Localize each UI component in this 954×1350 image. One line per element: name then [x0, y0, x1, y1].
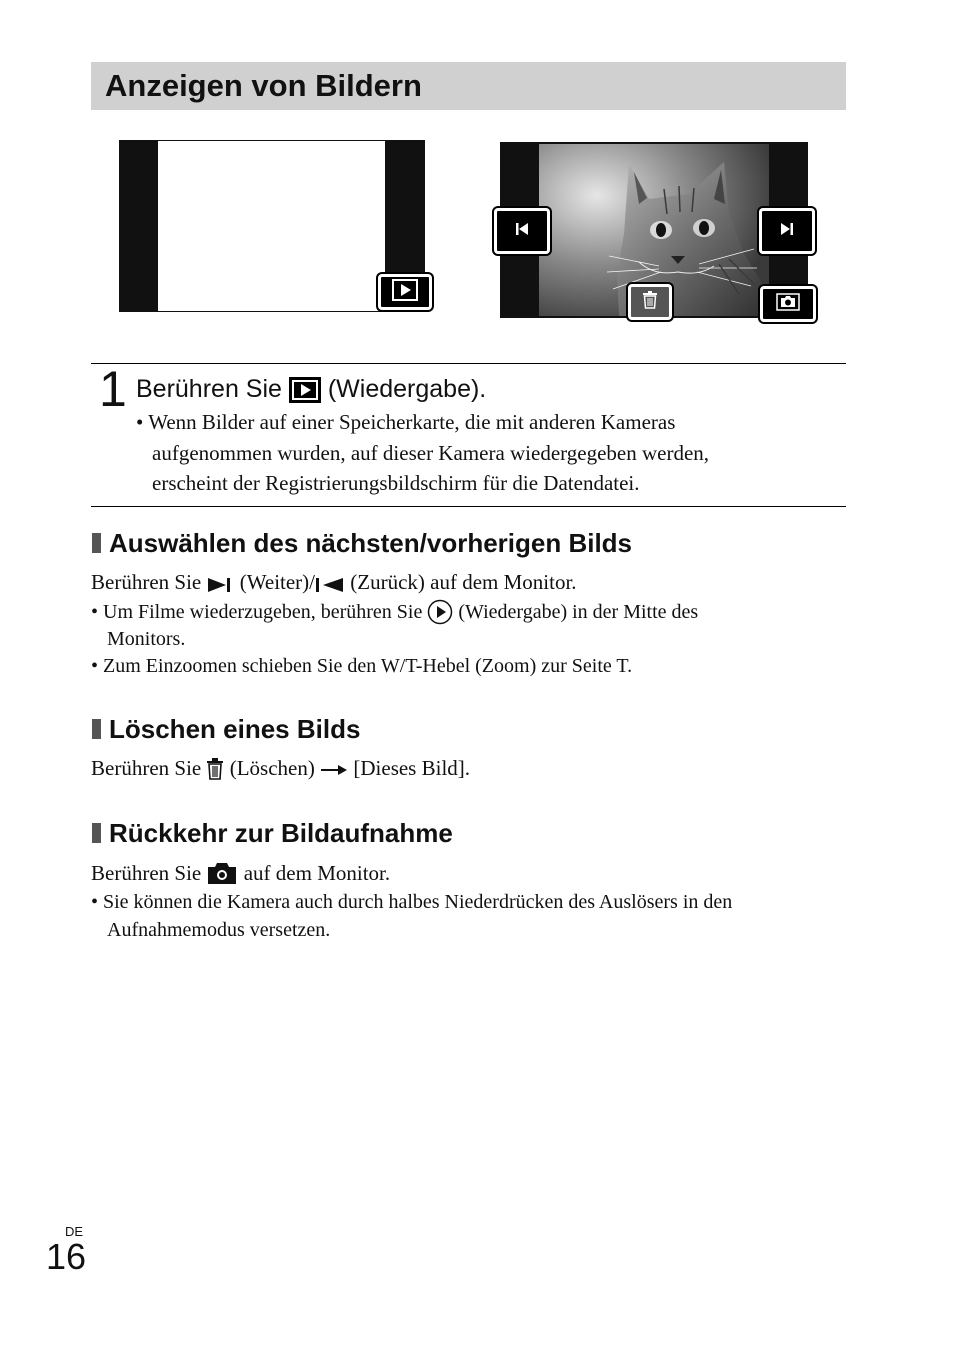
section-next-bullet-1 — [91, 599, 698, 627]
section-return-bullet-line-2: Aufnahmemodus versetzen. — [107, 919, 331, 941]
heading-marker — [92, 533, 101, 553]
next-image-button[interactable] — [759, 208, 815, 254]
section-next-text — [91, 567, 577, 599]
playback-icon — [392, 279, 418, 306]
return-to-shooting-button[interactable] — [760, 286, 816, 322]
section-next-bullet-1-cont: Monitors. — [107, 628, 186, 650]
section-heading-delete — [92, 714, 360, 745]
step-title — [136, 375, 486, 405]
divider — [91, 506, 846, 507]
page-number: 16 — [46, 1236, 87, 1277]
next-icon — [206, 569, 234, 599]
camera-icon — [776, 293, 800, 316]
section-return-text — [91, 858, 390, 890]
next-icon — [779, 222, 795, 241]
heading-marker — [92, 823, 101, 843]
screen-display-area — [158, 141, 385, 311]
previous-icon — [514, 222, 530, 241]
step-title-before: Berühren Sie — [136, 375, 282, 403]
text-part: (Löschen) — [229, 756, 315, 780]
page-language: DE — [65, 1224, 84, 1239]
section-delete-text — [91, 753, 470, 785]
text-part: (Weiter)/ — [239, 570, 315, 594]
text-part: [Dieses Bild]. — [353, 756, 471, 780]
trash-icon — [206, 755, 224, 785]
heading-text: Löschen eines Bilds — [109, 714, 361, 744]
section-return-bullet-line-1: • Sie können die Kamera auch durch halbes Niederdrücken des Auslösers in den — [91, 891, 733, 913]
text-part: auf dem Monitor. — [243, 861, 391, 885]
previous-image-button[interactable] — [494, 208, 550, 254]
text-part: • Um Filme wiederzugeben, berühren Sie — [91, 601, 423, 623]
text-part: (Zurück) auf dem Monitor. — [350, 570, 577, 594]
section-next-bullet-2: • Zum Einzoomen schieben Sie den W/T-Hebel (Zoom) zur Seite T. — [91, 655, 633, 677]
step-bullet-line-3: erscheint der Registrierungsbildschirm für die Datendatei. — [152, 471, 640, 495]
text-part: (Wiedergabe) in der Mitte des — [458, 601, 699, 623]
trash-icon — [642, 291, 658, 314]
heading-text: Auswählen des nächsten/vorherigen Bilds — [109, 528, 633, 558]
play-circle-icon — [427, 599, 453, 627]
playback-icon — [289, 376, 321, 405]
arrow-right-icon — [320, 755, 348, 785]
page-title: Anzeigen von Bildern — [105, 68, 422, 103]
previous-icon — [315, 569, 345, 599]
section-heading-return — [92, 818, 453, 849]
step-bullet-line-2: aufgenommen wurden, auf dieser Kamera wiedergegeben werden, — [152, 441, 710, 465]
section-title-bar — [91, 62, 846, 110]
text-part: Berühren Sie — [91, 861, 202, 885]
delete-button[interactable] — [628, 284, 672, 320]
heading-text: Rückkehr zur Bildaufnahme — [109, 818, 453, 848]
playback-button[interactable] — [378, 274, 432, 310]
camera-icon — [206, 860, 238, 890]
text-part: Berühren Sie — [91, 756, 202, 780]
text-part: Berühren Sie — [91, 570, 202, 594]
heading-marker — [92, 719, 101, 739]
divider — [91, 363, 846, 364]
step-number: 1 — [99, 361, 127, 417]
section-heading-next — [92, 528, 632, 559]
step-title-after: (Wiedergabe). — [327, 375, 487, 403]
step-bullet-line-1: • Wenn Bilder auf einer Speicherkarte, die mit anderen Kameras — [136, 410, 676, 434]
